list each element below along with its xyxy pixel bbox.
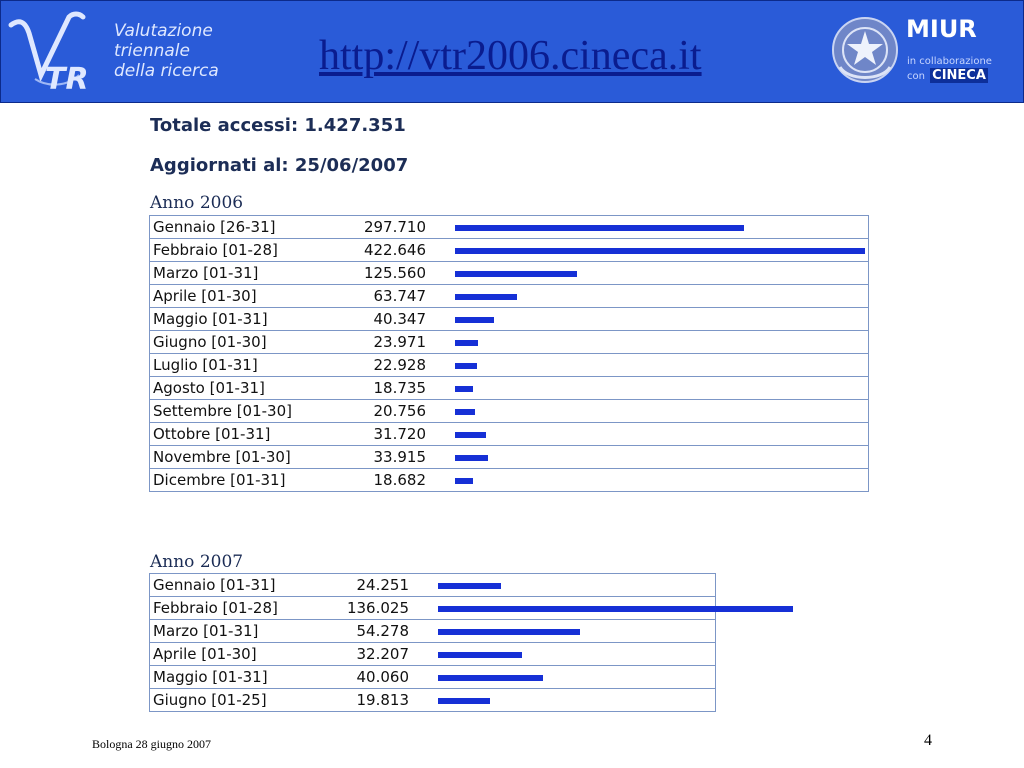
access-bar (455, 317, 494, 323)
access-count: 23.971 (373, 333, 426, 351)
svg-text:TR: TR (45, 62, 89, 93)
access-bar (455, 455, 488, 461)
table-row (150, 308, 868, 331)
access-count: 20.756 (373, 402, 426, 420)
table-row (150, 331, 868, 354)
access-count: 422.646 (363, 241, 426, 259)
month-label: Ottobre [01-31] (153, 425, 271, 443)
tagline-line-1: Valutazione (114, 21, 213, 41)
table-row (150, 400, 868, 423)
month-label: Aprile [01-30] (153, 645, 257, 663)
vtr-tagline (114, 21, 219, 81)
stats-table-2006 (149, 215, 869, 492)
access-count: 297.710 (363, 218, 426, 236)
access-count: 136.025 (346, 599, 409, 617)
month-label: Luglio [01-31] (153, 356, 258, 374)
table-row (150, 666, 715, 689)
table-row (150, 285, 868, 308)
table-row (150, 239, 868, 262)
table-row (150, 597, 715, 620)
month-label: Dicembre [01-31] (153, 471, 286, 489)
site-url-link[interactable]: http://vtr2006.cineca.it (319, 33, 702, 79)
tagline-line-3: della ricerca (114, 61, 219, 81)
tagline-line-2: triennale (114, 41, 190, 61)
month-label: Febbraio [01-28] (153, 599, 278, 617)
access-bar (455, 363, 477, 369)
access-bar (438, 629, 580, 635)
table-row (150, 469, 868, 491)
table-row (150, 262, 868, 285)
miur-label: MIUR (906, 15, 977, 43)
access-count: 32.207 (356, 645, 409, 663)
access-count: 31.720 (373, 425, 426, 443)
vtr-logo (7, 11, 105, 93)
access-bar (455, 294, 517, 300)
table-row (150, 446, 868, 469)
updated-date: Aggiornati al: 25/06/2007 (150, 155, 409, 176)
month-label: Gennaio [26-31] (153, 218, 276, 236)
month-label: Gennaio [01-31] (153, 576, 276, 594)
access-bar (455, 386, 473, 392)
access-bar (455, 340, 478, 346)
access-bar (438, 698, 490, 704)
collaboration-text: in collaborazione (907, 56, 992, 67)
access-bar (455, 478, 473, 484)
collaboration-con: con (907, 71, 925, 82)
access-count: 63.747 (373, 287, 426, 305)
table-row (150, 643, 715, 666)
access-bar (438, 652, 522, 658)
month-label: Marzo [01-31] (153, 264, 259, 282)
year-2007-title: Anno 2007 (150, 552, 244, 572)
access-count: 18.682 (373, 471, 426, 489)
access-count: 54.278 (356, 622, 409, 640)
table-row (150, 377, 868, 400)
access-count: 18.735 (373, 379, 426, 397)
month-label: Agosto [01-31] (153, 379, 265, 397)
month-label: Marzo [01-31] (153, 622, 259, 640)
year-2006-title: Anno 2006 (150, 193, 244, 213)
access-bar (438, 583, 501, 589)
access-count: 40.060 (356, 668, 409, 686)
month-label: Giugno [01-30] (153, 333, 267, 351)
month-label: Maggio [01-31] (153, 668, 268, 686)
footer-text: Bologna 28 giugno 2007 (92, 737, 211, 751)
month-label: Novembre [01-30] (153, 448, 291, 466)
stats-table-2007 (149, 573, 716, 712)
italian-emblem-icon (830, 15, 900, 85)
month-label: Settembre [01-30] (153, 402, 292, 420)
table-row (150, 574, 715, 597)
access-bar (455, 271, 577, 277)
total-accesses: Totale accessi: 1.427.351 (150, 115, 406, 136)
month-label: Febbraio [01-28] (153, 241, 278, 259)
collaboration-with (907, 69, 988, 84)
access-bar (438, 606, 793, 612)
access-count: 19.813 (356, 691, 409, 709)
table-row (150, 216, 868, 239)
table-row (150, 354, 868, 377)
cineca-logo: CINECA (932, 68, 986, 83)
month-label: Aprile [01-30] (153, 287, 257, 305)
access-count: 24.251 (356, 576, 409, 594)
month-label: Maggio [01-31] (153, 310, 268, 328)
access-bar (455, 432, 486, 438)
access-bar (455, 248, 865, 254)
table-row (150, 689, 715, 711)
table-row (150, 423, 868, 446)
page-number: 4 (924, 732, 932, 749)
access-bar (455, 225, 744, 231)
table-row (150, 620, 715, 643)
access-count: 33.915 (373, 448, 426, 466)
access-count: 125.560 (363, 264, 426, 282)
access-bar (455, 409, 475, 415)
access-count: 22.928 (373, 356, 426, 374)
access-bar (438, 675, 543, 681)
month-label: Giugno [01-25] (153, 691, 267, 709)
header-banner (0, 0, 1024, 103)
access-count: 40.347 (373, 310, 426, 328)
